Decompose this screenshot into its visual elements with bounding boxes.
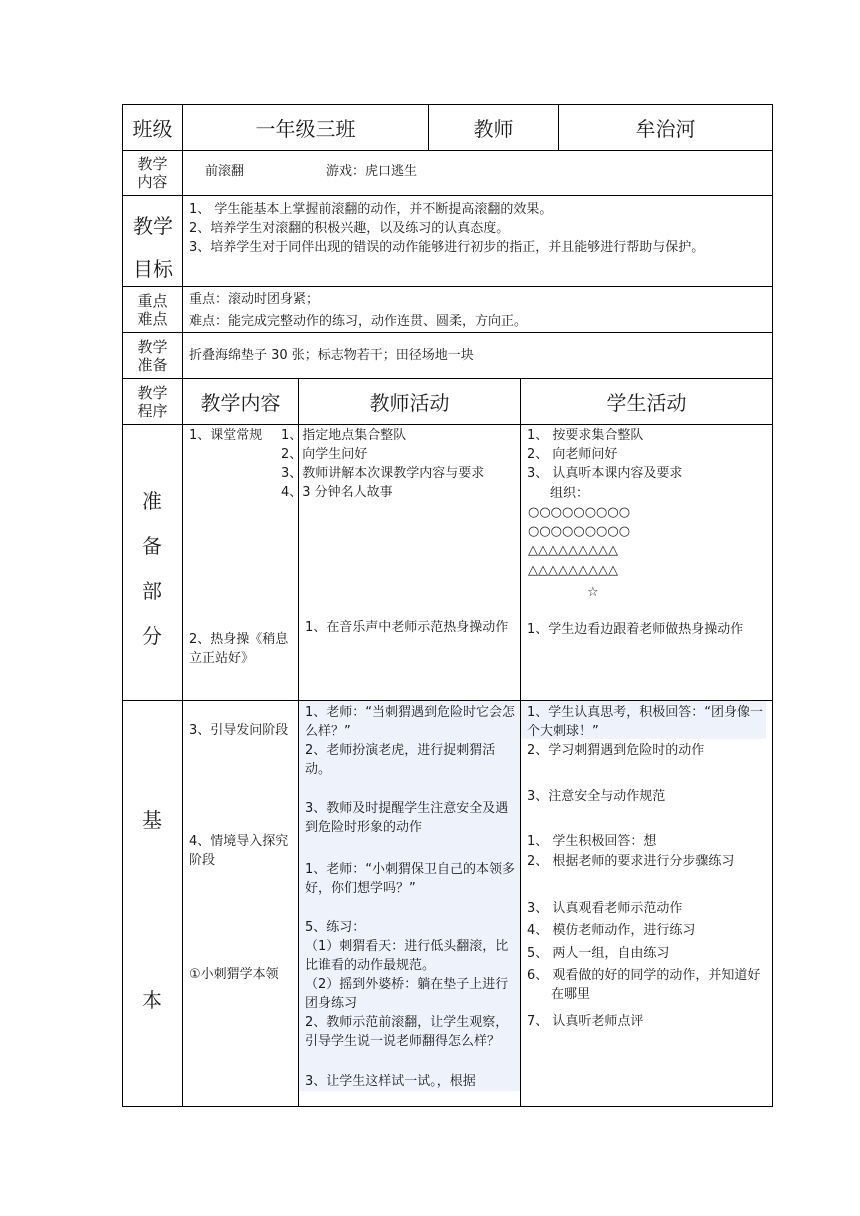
preparation-label: 教学 准备 <box>137 337 168 374</box>
teacher-label: 教师 <box>473 117 514 141</box>
table-border-right <box>772 104 773 1107</box>
content-label: 教学 内容 <box>137 155 168 191</box>
prep-teacher-item: 4、3 分钟名人故事 <box>281 485 393 500</box>
prep-teacher-warmup: 1、在音乐声中老师示范热身操动作 <box>305 620 509 635</box>
prep-student-item: 1、 按要求集合整队 <box>527 428 644 443</box>
formation-row-circles: ○○○○○○○○○ <box>528 505 631 520</box>
prep-teacher-item: 3、教师讲解本次课教学内容与要求 <box>281 466 485 481</box>
basic-content-scenario: 4、情境导入探究阶段 <box>189 834 289 868</box>
basic-teacher-item: （2）摇到外婆桥：躺在垫子上进行团身练习 <box>305 977 509 1011</box>
basic-student-item: 2、学习刺猬遇到危险时的动作 <box>527 743 705 758</box>
class-label: 班级 <box>132 117 173 141</box>
basic-student-item: 6、 观看做的好的同学的动作，并知道好在哪里 <box>527 968 761 1002</box>
keypoints-label: 重点 难点 <box>137 291 168 328</box>
basic-student-item: 1、学生认真思考，积极回答：“团身像一个大刺球！” <box>527 705 764 739</box>
basic-content-hedgehog: ①小刺猬学本领 <box>189 967 279 982</box>
table-border-bottom <box>122 1106 773 1107</box>
basic-student-item: 2、 根据老师的要求进行分步骤练习 <box>527 854 735 869</box>
prep-student-item: 3、 认真听本课内容及要求 <box>527 466 683 481</box>
prep-content-routine: 1、课堂常规 <box>189 428 263 443</box>
prep-teacher-item: 2、向学生问好 <box>281 447 368 462</box>
content-item-2: 游戏：虎口逃生 <box>326 164 418 179</box>
teacher-value: 牟治河 <box>635 117 696 141</box>
basic-student-item: 3、 认真观看老师示范动作 <box>527 901 683 916</box>
prep-part-char: 准 <box>142 489 162 513</box>
formation-row-triangles: △△△△△△△△△ <box>528 543 618 558</box>
basic-student-item: 1、 学生积极回答：想 <box>527 834 657 849</box>
column-header-content: 教学内容 <box>200 391 281 415</box>
prep-part-char: 部 <box>142 579 162 603</box>
objective-item: 2、培养学生对滚翻的积极兴趣，以及练习的认真态度。 <box>189 221 510 236</box>
row-divider <box>122 332 773 333</box>
row-divider <box>122 150 773 151</box>
prep-part-char: 分 <box>142 624 162 648</box>
basic-part-char: 基 <box>142 808 162 832</box>
row-divider <box>122 286 773 287</box>
basic-student-item: 5、 两人一组，自由练习 <box>527 946 670 961</box>
basic-teacher-item: （1）刺猬看天：进行低头翻滚，比比谁看的动作最规范。 <box>305 939 509 973</box>
basic-teacher-item: 2、教师示范前滚翻，让学生观察，引导学生说一说老师翻得怎么样？ <box>305 1015 509 1049</box>
content-item-1: 前滚翻 <box>205 164 245 179</box>
basic-teacher-item: 5、练习： <box>305 920 366 935</box>
basic-student-item: 4、 模仿老师动作，进行练习 <box>527 923 696 938</box>
procedure-column-divider <box>520 378 521 1107</box>
prep-part-char: 备 <box>142 534 162 558</box>
row-divider <box>122 424 773 425</box>
formation-row-triangles: △△△△△△△△△ <box>528 563 618 578</box>
basic-student-item: 3、注意安全与动作规范 <box>527 789 666 804</box>
prep-student-list <box>527 426 767 486</box>
objectives-list <box>189 200 769 286</box>
objectives-label-bottom: 目标 <box>133 257 173 281</box>
organization-label: 组织： <box>550 486 590 501</box>
label-column-divider <box>182 104 183 1107</box>
table-border-left <box>122 104 123 1107</box>
objectives-label-top: 教学 <box>133 214 173 238</box>
basic-part-char: 本 <box>142 988 162 1012</box>
basic-teacher-item: 1、老师：“小刺猬保卫自己的本领多好，你们想学吗？” <box>305 862 516 896</box>
basic-teacher-item: 3、教师及时提醒学生注意安全及遇到危险时形象的动作 <box>305 801 509 835</box>
difficulty-text: 难点：能完成完整动作的练习，动作连贯、圆柔，方向正。 <box>189 314 528 329</box>
prep-student-item: 2、 向老师问好 <box>527 447 618 462</box>
column-header-student: 学生活动 <box>606 391 687 415</box>
formation-row-circles: ○○○○○○○○○ <box>528 524 631 539</box>
basic-content-guide: 3、引导发问阶段 <box>189 723 289 738</box>
basic-teacher-item: 1、老师：“当刺猬遇到危险时它会怎么样？” <box>305 705 516 739</box>
teacher-position-star: ☆ <box>587 585 599 600</box>
column-header-teacher: 教师活动 <box>369 391 450 415</box>
prep-teacher-item: 1、指定地点集合整队 <box>281 428 407 443</box>
class-value: 一年级三班 <box>255 117 356 141</box>
basic-student-item: 7、 认真听老师点评 <box>527 1014 644 1029</box>
preparation-text: 折叠海绵垫子 30 张；标志物若干；田径场地一块 <box>189 348 474 363</box>
prep-teacher-list <box>281 426 517 526</box>
basic-teacher-item: 3、让学生这样试一试。，根据 <box>305 1074 476 1089</box>
objective-item: 3、培养学生对于同伴出现的错误的动作能够进行初步的指正，并且能够进行帮助与保护。 <box>189 240 705 255</box>
procedure-label: 教学 程序 <box>137 383 168 420</box>
basic-teacher-item: 2、老师扮演老虎，进行捉刺猬活动。 <box>305 743 496 777</box>
prep-student-warmup: 1、学生边看边跟着老师做热身操动作 <box>527 622 744 637</box>
row-divider <box>122 195 773 196</box>
objective-item: 1、 学生能基本上掌握前滚翻的动作，并不断提高滚翻的效果。 <box>189 202 553 217</box>
prep-content-warmup: 2、热身操《稍息立正站好》 <box>189 632 289 666</box>
key-point-text: 重点：滚动时团身紧； <box>189 292 320 307</box>
